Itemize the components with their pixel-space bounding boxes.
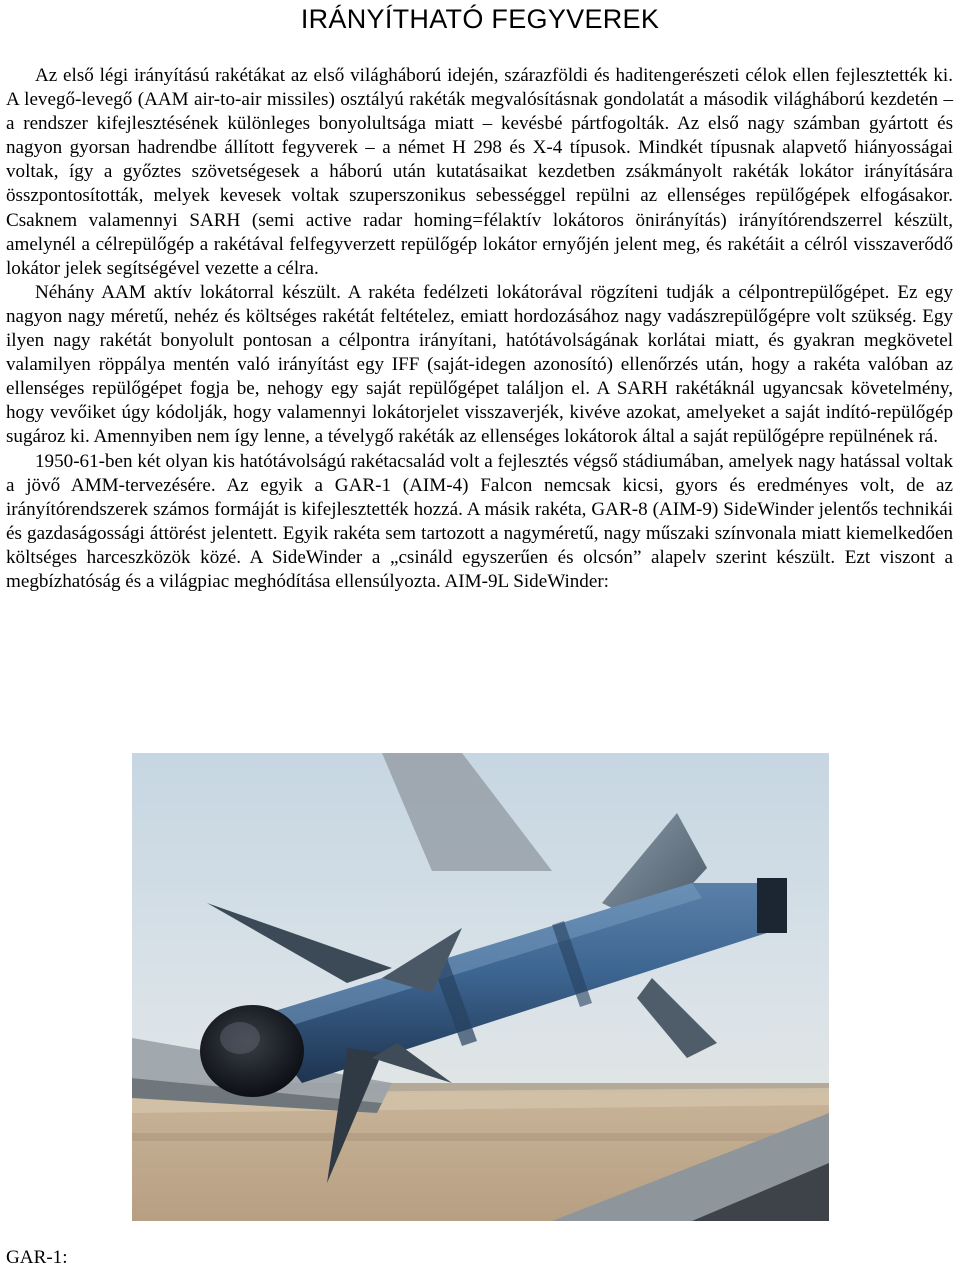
paragraph: 1950-61-ben két olyan kis hatótávolságú rakétacsalád volt a fejlesztés végső stádiumában, amelyek nagy hatással voltak a jövő AMM-tervezésére. Az egyik a GAR-1 (AIM-4) Falcon nemcsak kicsi, gyors és eredményes volt, de az irányítórendszerek számos formáját is kifejlesztették hozzá. A másik rakéta, GAR-8 (AIM-9) SideWinder jelentős technikái és gazdaságossági áttörést jelentett. Egyik rakéta sem tartozott a nagyméretű, nagy műszaki színvonala miatt kiemelkedően költséges harceszközök közé. A SideWinder a „csináld egyszerűen és olcsón” alapelv szerint készült. Ezt viszont a megbízhatóság és a világpiac meghódítása ellensúlyozta. AIM-9L SideWinder: — [6, 450, 953, 592]
caption: GAR-1: — [6, 1247, 68, 1268]
missile-photo — [132, 753, 829, 1221]
page-title: IRÁNYÍTHATÓ FEGYVEREK — [300, 4, 660, 34]
paragraph: Néhány AAM aktív lokátorral készült. A rakéta fedélzeti lokátorával rögzíteni tudják a célpontrepülőgépet. Ez egy nagyon nagy méretű, nehéz és költséges rakétát feltételez, emiatt hordozásához nagy vadászrepülőgépre volt szükség. Egy ilyen nagy rakétát bonyolult pontosan a célpontra irányítani, hatótávolságának korlátai miatt, és gyakran megkövetel valamilyen röppálya mentén való irányítást egy IFF (saját-idegen azonosító) ellenőrzés után, hogy a rakéta valóban az ellenséges repülőgépet fogja be, nehogy egy saját repülőgépet találjon el. A SARH rakétáknál ugyancsak követelmény, hogy vevőiket úgy kódolják, hogy valamennyi lokátorjelet visszaverjék, kivéve azokat, amelyeket a saját indító-repülőgép sugároz ki. Amennyiben nem így lenne, a tévelygő rakéták az ellenséges lokátorok által a saját repülőgépre repülnének rá. — [6, 281, 953, 448]
body-text — [6, 64, 953, 594]
paragraph: Az első légi irányítású rakétákat az első világháború idején, szárazföldi és haditengerészeti célok ellen fejlesztették ki. A levegő-levegő (AAM air-to-air missiles) osztályú rakéták megvalósításnak gondolatát a második világháború kezdetén – a rendszer kifejlesztésének különleges bonyolultsága miatt – kevésbé pártfogolták. Az első nagy számban gyártott és nagyon gyorsan hadrendbe állított fegyverek – a német H 298 és X-4 típusok. Mindkét típusnak alapvető hiányosságai voltak, így a győztes szövetségesek a háború után kutatásaikat kezdetben zsákmányolt rakéták lokátor irányítására összpontosították, melyek kevesek voltak szuperszonikus sebességgel repülni az ellenséges repülőgépek elfogásakor. Csaknem valamennyi SARH (semi active radar homing=félaktív lokátoros önirányítás) irányítórendszerrel készült, amelynél a célrepülőgép a rakétával felfegyverzett repülőgép lokátor ernyőjén jelent meg, és rakétáit a célról visszaverődő lokátor jelek segítségével vezette a célra. — [6, 65, 953, 279]
